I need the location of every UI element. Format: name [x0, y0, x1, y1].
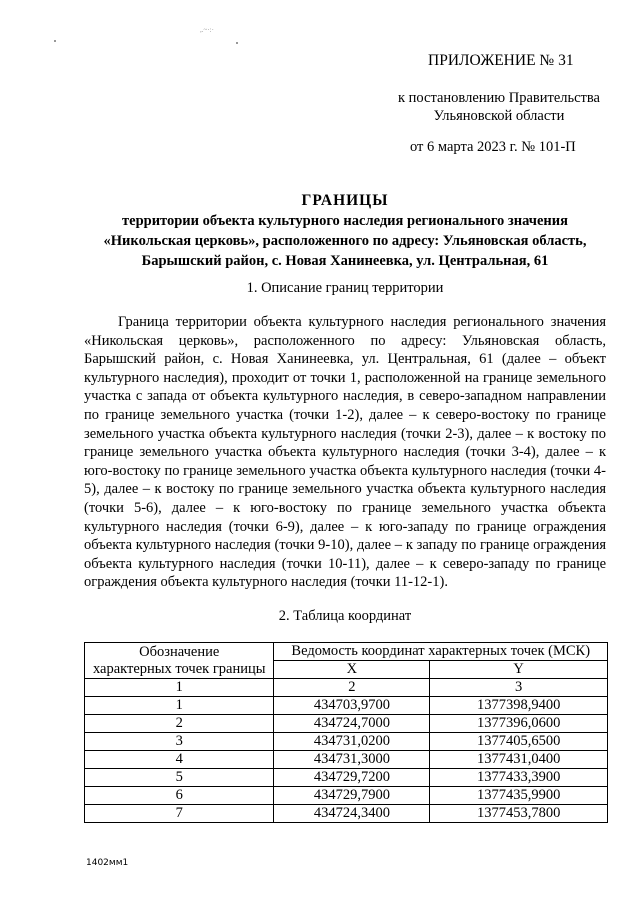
title-line-2: территории объекта культурного наследия регионального значения — [122, 213, 568, 229]
cell-x: 434724,7000 — [274, 715, 430, 733]
boundary-description: Граница территории объекта культурного наследия регионального значения «Никольская церковь», расположенного по адресу: Ульяновская область, Барышский район, с. Новая Ханинеевка, ул. Центральная, 61 (далее – объект культурного наследия), проходит от точки 1, расположенной на границе земельного участка с запада от объекта культурного наследия, в северо-западном направлении по границе земельного участка (точки 1-2), далее – к северо-востоку по границе земельного участка объекта культурного наследия (точки 2-3), далее – к востоку по границе земельного участка объекта культурного наследия (точки 3-4), далее – к юго-востоку по границе земельного участка объекта культурного наследия (точки 4-5), далее – к востоку по границе земельного участка объекта культурного наследия (точки 5-6), далее – к юго-востоку по границе земельного участка объекта культурного наследия (точки 6-9), далее – к юго-западу по границе ограждения объекта культурного наследия (точки 9-10), далее – к западу по границе ограждения объекта культурного наследия (точки 10-11), далее – к северо-западу по границе ограждения объекта культурного наследия (точки 11-12-1). — [84, 314, 606, 591]
cell-point: 3 — [85, 733, 274, 751]
cell-y: 1377405,6500 — [430, 733, 608, 751]
column-number: 3 — [430, 679, 608, 697]
table-row — [85, 787, 608, 805]
cell-point: 7 — [85, 805, 274, 823]
table-header-row — [85, 643, 608, 661]
coordinates-table — [84, 642, 608, 823]
cell-point: 6 — [85, 787, 274, 805]
decree-date: от 6 марта 2023 г. № 101-П — [410, 139, 576, 155]
cell-x: 434703,9700 — [274, 697, 430, 715]
cell-x: 434731,0200 — [274, 733, 430, 751]
cell-point: 1 — [85, 697, 274, 715]
section-2-heading: 2. Таблица координат — [278, 608, 412, 624]
cell-point: 2 — [85, 715, 274, 733]
table-row — [85, 751, 608, 769]
title-line-3: «Никольская церковь», расположенного по адресу: Ульяновская область, — [103, 233, 587, 249]
title-line-1: ГРАНИЦЫ — [301, 192, 389, 209]
cell-x: 434724,3400 — [274, 805, 430, 823]
scan-speck: ,.~·:· — [200, 26, 214, 34]
cell-x: 434729,7200 — [274, 769, 430, 787]
table-row — [85, 805, 608, 823]
table-row — [85, 715, 608, 733]
decree-reference — [392, 89, 606, 125]
table-row — [85, 769, 608, 787]
appendix-number: ПРИЛОЖЕНИЕ № 31 — [428, 52, 574, 69]
title-line-4: Барышский район, с. Новая Ханинеевка, ул. Центральная, 61 — [141, 253, 549, 269]
document-title — [70, 191, 620, 271]
scan-dot — [236, 42, 238, 44]
section-1-heading: 1. Описание границ территории — [246, 280, 444, 296]
column-number: 2 — [274, 679, 430, 697]
scan-dot — [54, 40, 56, 42]
table-row — [85, 697, 608, 715]
cell-x: 434729,7900 — [274, 787, 430, 805]
column-number: 1 — [85, 679, 274, 697]
cell-y: 1377398,9400 — [430, 697, 608, 715]
header-point-designation: Обозначение характерных точек границы — [85, 643, 274, 679]
decree-line-1: к постановлению Правительства — [398, 90, 600, 106]
table-number-row — [85, 679, 608, 697]
footer-code: 1402мм1 — [86, 858, 129, 868]
cell-y: 1377433,3900 — [430, 769, 608, 787]
cell-y: 1377453,7800 — [430, 805, 608, 823]
header-y: Y — [430, 661, 608, 679]
decree-line-2: Ульяновской области — [433, 108, 565, 124]
cell-y: 1377431,0400 — [430, 751, 608, 769]
header-coordinates-group: Ведомость координат характерных точек (МСК) — [274, 643, 608, 661]
cell-y: 1377435,9900 — [430, 787, 608, 805]
cell-y: 1377396,0600 — [430, 715, 608, 733]
header-x: X — [274, 661, 430, 679]
cell-point: 5 — [85, 769, 274, 787]
cell-point: 4 — [85, 751, 274, 769]
cell-x: 434731,3000 — [274, 751, 430, 769]
table-row — [85, 733, 608, 751]
